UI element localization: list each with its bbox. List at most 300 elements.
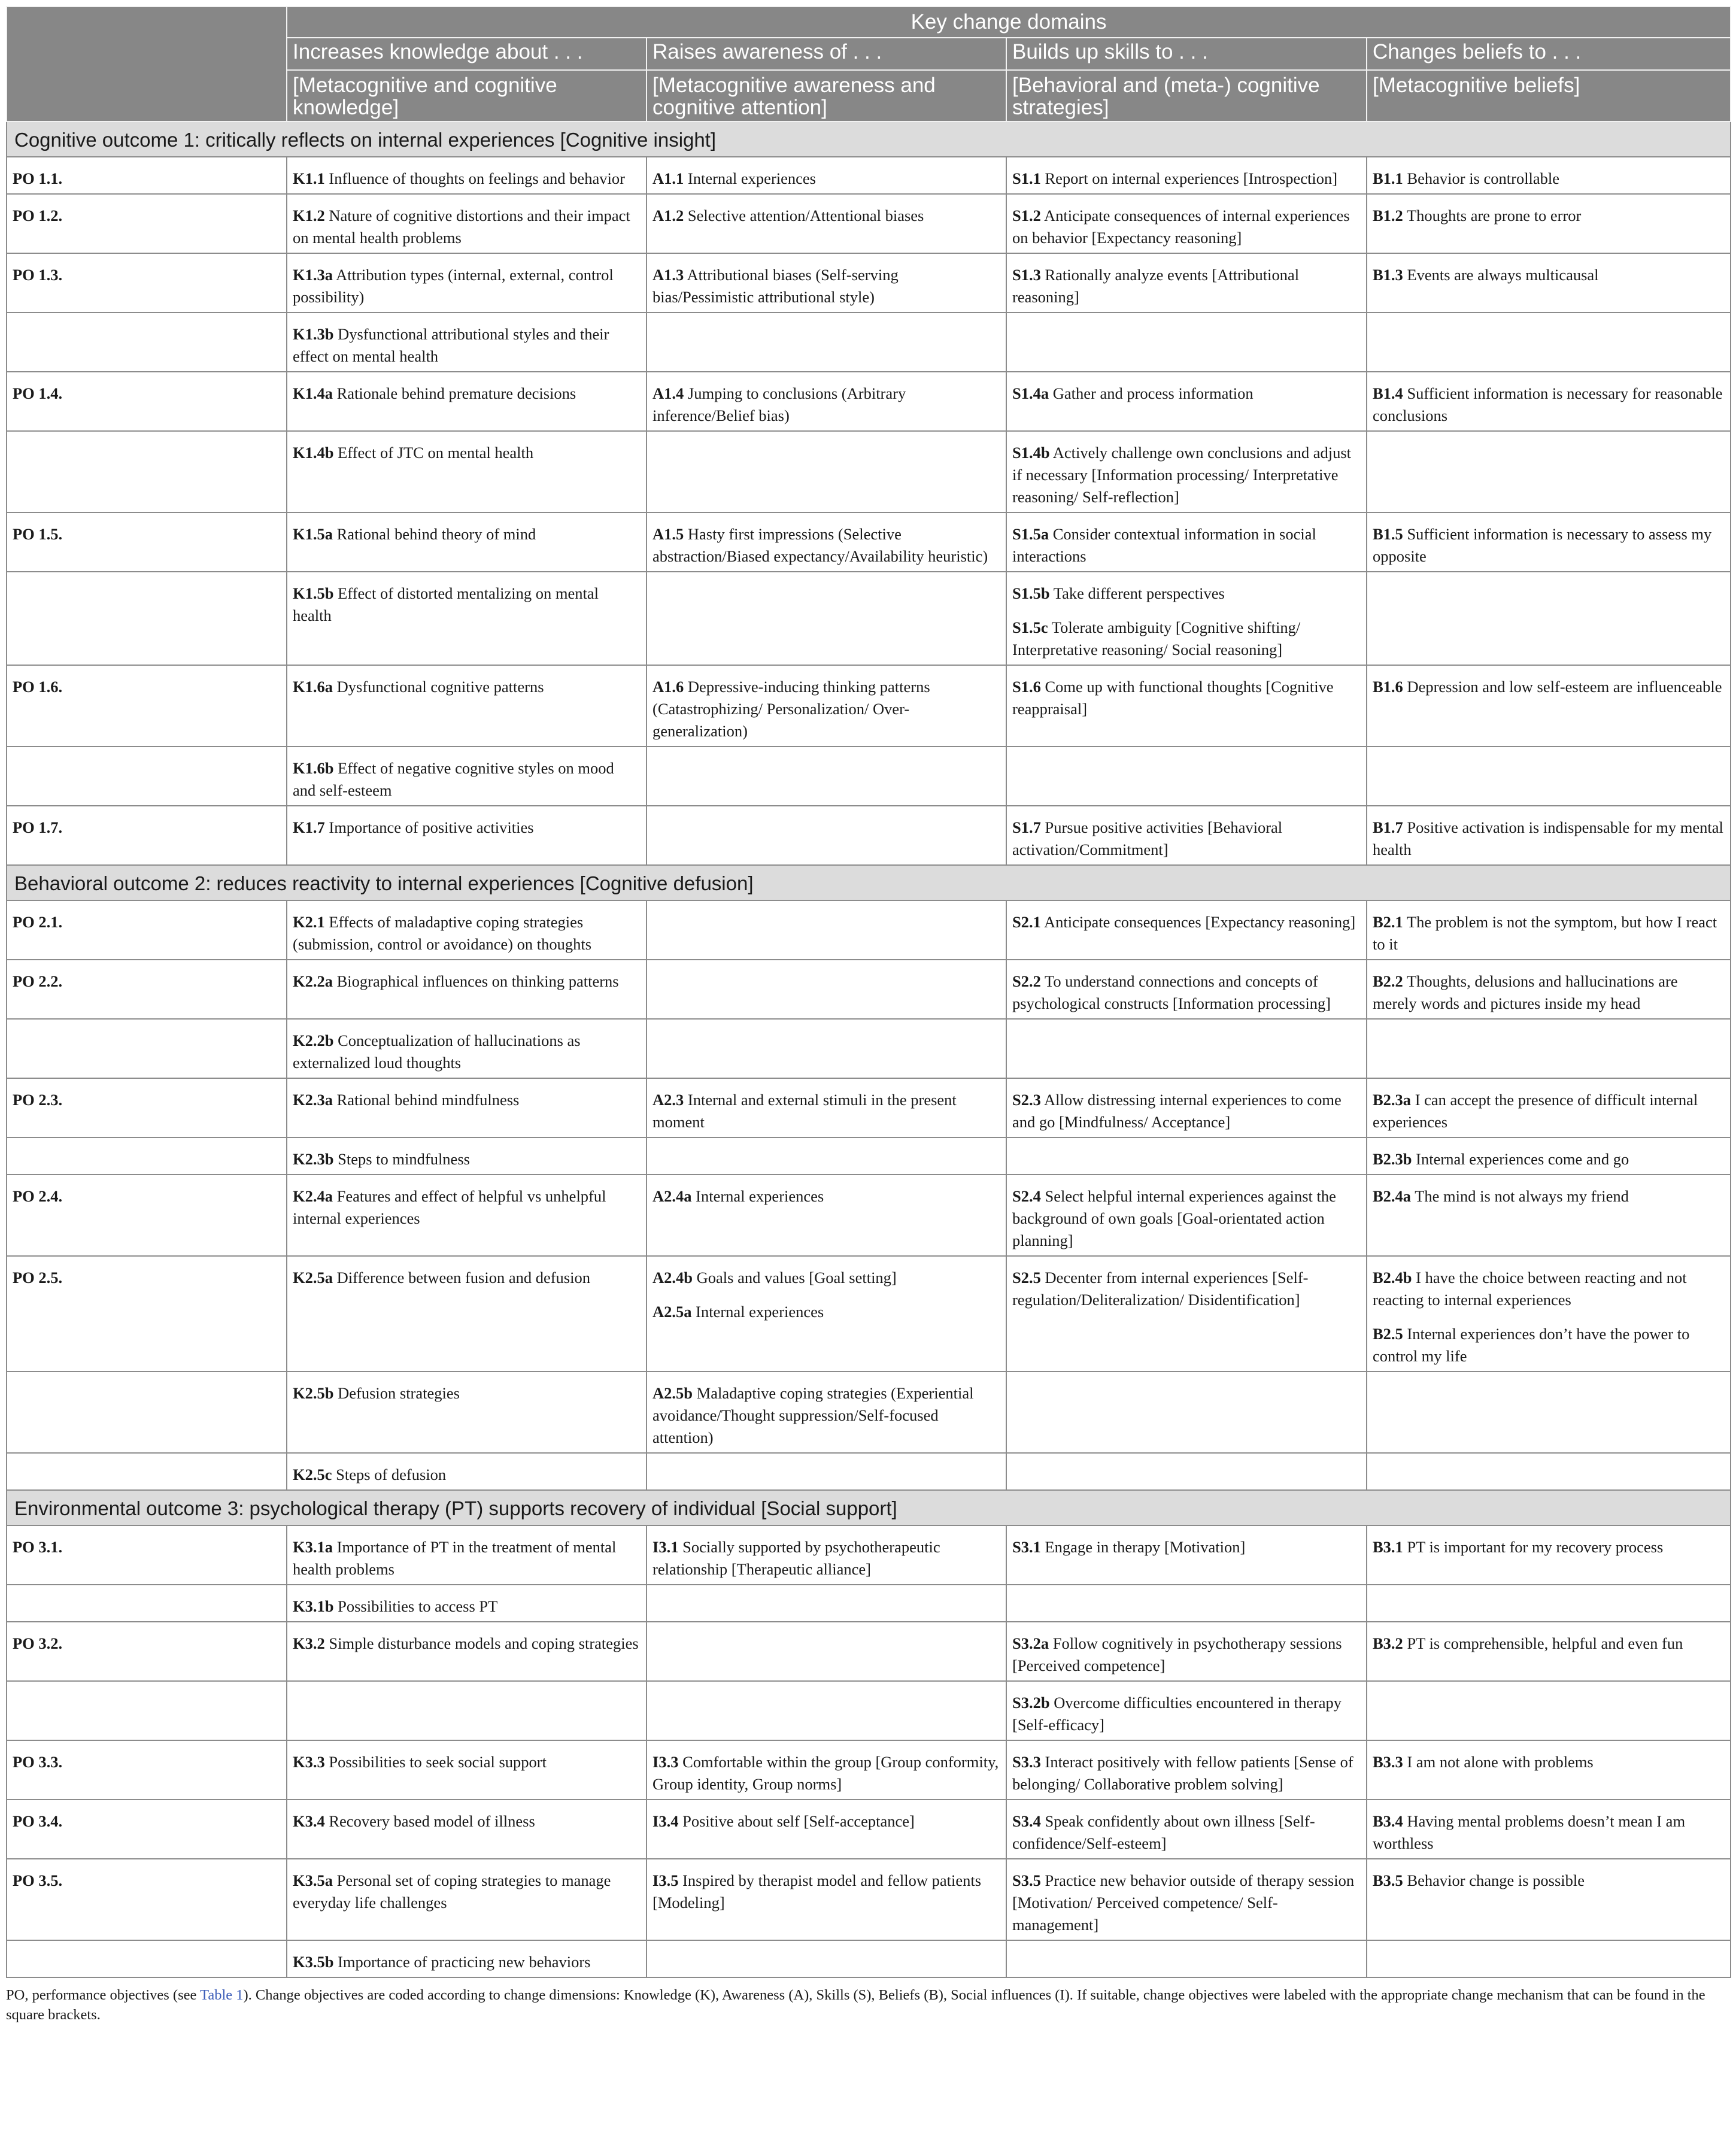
objective-code: S2.3 bbox=[1012, 1091, 1041, 1109]
performance-objective-cell: PO 3.1. bbox=[7, 1525, 287, 1585]
skills-cell bbox=[1006, 372, 1367, 431]
objective-code: A1.6 bbox=[652, 678, 684, 696]
objective-code: K2.2b bbox=[293, 1031, 334, 1049]
beliefs-cell bbox=[1367, 1137, 1731, 1175]
objective-text: Simple disturbance models and coping strategies bbox=[329, 1634, 639, 1652]
objective-code: I3.3 bbox=[652, 1753, 679, 1771]
objective-code: B1.5 bbox=[1373, 525, 1403, 543]
skills-cell bbox=[1006, 1372, 1367, 1453]
change-objective bbox=[652, 678, 930, 740]
beliefs-cell bbox=[1367, 431, 1731, 512]
table-header bbox=[7, 7, 1731, 122]
skills-cell bbox=[1006, 1453, 1367, 1490]
change-objective bbox=[293, 972, 619, 990]
change-objective bbox=[1012, 1871, 1354, 1934]
knowledge-cell bbox=[287, 313, 647, 372]
objective-code: B2.4a bbox=[1373, 1187, 1412, 1205]
awareness-cell bbox=[647, 1525, 1006, 1585]
performance-objective-cell: PO 1.2. bbox=[7, 194, 287, 253]
awareness-cell bbox=[647, 512, 1006, 572]
objective-code: S1.5c bbox=[1012, 618, 1048, 636]
performance-objective-cell: PO 1.4. bbox=[7, 372, 287, 431]
awareness-cell bbox=[647, 747, 1006, 806]
table-row bbox=[7, 900, 1731, 960]
awareness-cell bbox=[647, 372, 1006, 431]
awareness-cell bbox=[647, 1622, 1006, 1681]
objective-text: Speak confidently about own illness [Self-confidence/Self-esteem] bbox=[1012, 1812, 1315, 1852]
table-row bbox=[7, 372, 1731, 431]
beliefs-cell bbox=[1367, 1078, 1731, 1137]
table-row bbox=[7, 1585, 1731, 1622]
objective-text: Dysfunctional cognitive patterns bbox=[336, 678, 544, 696]
objective-text: Sufficient information is necessary for reasonable conclusions bbox=[1373, 384, 1723, 424]
performance-objective-cell: PO 1.5. bbox=[7, 512, 287, 572]
table-row bbox=[7, 1681, 1731, 1740]
skills-cell bbox=[1006, 1256, 1367, 1372]
change-objectives-table bbox=[6, 6, 1731, 1978]
objective-text: Attributional biases (Self-serving bias/Pessimistic attributional style) bbox=[652, 266, 899, 306]
objective-text: Internal experiences bbox=[687, 169, 816, 187]
objective-code: A2.3 bbox=[652, 1091, 684, 1109]
objective-text: Decenter from internal experiences [Self-regulation/Deliteralization/ Disidentification] bbox=[1012, 1269, 1309, 1309]
objective-code: K1.7 bbox=[293, 818, 325, 836]
change-objective bbox=[1012, 266, 1299, 306]
performance-objective-cell: PO 2.4. bbox=[7, 1175, 287, 1256]
objective-code: K2.1 bbox=[293, 913, 325, 931]
objective-code: B2.5 bbox=[1373, 1325, 1403, 1343]
objective-code: K3.3 bbox=[293, 1753, 325, 1771]
change-objective bbox=[1012, 1091, 1342, 1131]
objective-text: I can accept the presence of difficult internal experiences bbox=[1373, 1091, 1698, 1131]
objective-text: Importance of practicing new behaviors bbox=[338, 1953, 591, 1971]
objective-code: A2.4a bbox=[652, 1187, 692, 1205]
change-objective bbox=[1012, 818, 1282, 858]
header-domain-awareness: Raises awareness of . . . bbox=[647, 38, 1006, 70]
objective-code: K2.5c bbox=[293, 1466, 332, 1483]
objective-code: S2.1 bbox=[1012, 913, 1041, 931]
knowledge-cell bbox=[287, 665, 647, 747]
objective-text: Features and effect of helpful vs unhelpful internal experiences bbox=[293, 1187, 606, 1227]
objective-code: B3.1 bbox=[1373, 1538, 1403, 1556]
change-objective bbox=[1012, 169, 1337, 187]
table-page bbox=[6, 6, 1730, 2025]
objective-code: B1.4 bbox=[1373, 384, 1403, 402]
awareness-cell bbox=[647, 1940, 1006, 1977]
table-row bbox=[7, 960, 1731, 1019]
objective-text: Follow cognitively in psychotherapy sessions [Perceived competence] bbox=[1012, 1634, 1342, 1674]
change-objective bbox=[1012, 1634, 1342, 1674]
objective-code: I3.1 bbox=[652, 1538, 679, 1556]
objective-text: Recovery based model of illness bbox=[329, 1812, 535, 1830]
table-row bbox=[7, 253, 1731, 313]
performance-objective-cell: PO 1.1. bbox=[7, 157, 287, 194]
change-objective bbox=[1373, 972, 1678, 1012]
table-row bbox=[7, 194, 1731, 253]
objective-code: S3.1 bbox=[1012, 1538, 1041, 1556]
objective-code: A2.5a bbox=[652, 1303, 692, 1321]
objective-text: Importance of positive activities bbox=[329, 818, 534, 836]
knowledge-cell bbox=[287, 512, 647, 572]
objective-text: Select helpful internal experiences against the background of own goals [Goal-orientated action planning] bbox=[1012, 1187, 1336, 1249]
beliefs-cell bbox=[1367, 1800, 1731, 1859]
skills-cell bbox=[1006, 572, 1367, 665]
change-objective bbox=[293, 169, 625, 187]
objective-code: S3.5 bbox=[1012, 1871, 1041, 1889]
objective-text: Anticipate consequences of internal experiences on behavior [Expectancy reasoning] bbox=[1012, 207, 1350, 247]
objective-code: K1.3b bbox=[293, 325, 334, 343]
objective-text: I am not alone with problems bbox=[1407, 1753, 1594, 1771]
table-row bbox=[7, 1175, 1731, 1256]
beliefs-cell bbox=[1367, 1256, 1731, 1372]
change-objective bbox=[1373, 1812, 1685, 1852]
skills-cell bbox=[1006, 1078, 1367, 1137]
change-objective bbox=[293, 325, 609, 365]
objective-text: PT is comprehensible, helpful and even fun bbox=[1407, 1634, 1683, 1652]
awareness-cell bbox=[647, 194, 1006, 253]
change-objective bbox=[652, 1301, 1000, 1323]
change-objective bbox=[293, 1269, 590, 1287]
change-objective bbox=[1373, 169, 1559, 187]
objective-text: Biographical influences on thinking patterns bbox=[336, 972, 619, 990]
skills-cell bbox=[1006, 747, 1367, 806]
awareness-cell bbox=[647, 253, 1006, 313]
change-objective bbox=[293, 1091, 519, 1109]
performance-objective-cell: PO 3.4. bbox=[7, 1800, 287, 1859]
objective-text: Comfortable within the group [Group conformity, Group identity, Group norms] bbox=[652, 1753, 999, 1793]
skills-cell bbox=[1006, 665, 1367, 747]
table-row bbox=[7, 747, 1731, 806]
objective-text: Gather and process information bbox=[1052, 384, 1254, 402]
change-objective bbox=[1373, 1267, 1725, 1311]
change-objective bbox=[1012, 1538, 1245, 1556]
awareness-cell bbox=[647, 665, 1006, 747]
objective-text: Rational behind mindfulness bbox=[336, 1091, 520, 1109]
change-objective bbox=[1012, 1187, 1336, 1249]
objective-code: S1.4b bbox=[1012, 444, 1050, 462]
change-objective bbox=[1012, 1812, 1315, 1852]
objective-text: Rationally analyze events [Attributional reasoning] bbox=[1012, 266, 1300, 306]
objective-text: Overcome difficulties encountered in therapy [Self-efficacy] bbox=[1012, 1694, 1342, 1734]
objective-code: I3.5 bbox=[652, 1871, 679, 1889]
objective-code: B1.1 bbox=[1373, 169, 1403, 187]
change-objective bbox=[293, 1187, 606, 1227]
header-corner-cell bbox=[7, 7, 287, 122]
table-row bbox=[7, 1256, 1731, 1372]
skills-cell bbox=[1006, 1622, 1367, 1681]
skills-cell bbox=[1006, 1681, 1367, 1740]
knowledge-cell bbox=[287, 1585, 647, 1622]
change-objective bbox=[293, 444, 533, 462]
change-objective bbox=[293, 678, 544, 696]
objective-text: Consider contextual information in social interactions bbox=[1012, 525, 1316, 565]
objective-text: Goals and values [Goal setting] bbox=[696, 1269, 897, 1287]
objective-text: Jumping to conclusions (Arbitrary inference/Belief bias) bbox=[652, 384, 906, 424]
objective-text: Practice new behavior outside of therapy session [Motivation/ Perceived competence/ Self-management] bbox=[1012, 1871, 1355, 1934]
change-objective bbox=[293, 525, 536, 543]
objective-text: Internal experiences don’t have the power to control my life bbox=[1373, 1325, 1690, 1365]
objective-code: S1.5a bbox=[1012, 525, 1049, 543]
objective-text: Pursue positive activities [Behavioral activation/Commitment] bbox=[1012, 818, 1283, 858]
objective-text: Steps to mindfulness bbox=[338, 1150, 470, 1168]
objective-text: Tolerate ambiguity [Cognitive shifting/ Interpretative reasoning/ Social reasoning] bbox=[1012, 618, 1301, 659]
change-objective bbox=[652, 384, 906, 424]
section-title: Behavioral outcome 2: reduces reactivity to internal experiences [Cognitive defusion] bbox=[7, 865, 1731, 900]
knowledge-cell bbox=[287, 253, 647, 313]
table-row bbox=[7, 157, 1731, 194]
objective-code: K1.3a bbox=[293, 266, 333, 284]
awareness-cell bbox=[647, 313, 1006, 372]
beliefs-cell bbox=[1367, 1940, 1731, 1977]
objective-code: A1.3 bbox=[652, 266, 684, 284]
performance-objective-cell bbox=[7, 747, 287, 806]
performance-objective-cell bbox=[7, 1019, 287, 1078]
objective-code: S3.2b bbox=[1012, 1694, 1050, 1712]
objective-code: S1.5b bbox=[1012, 584, 1050, 602]
change-objective bbox=[652, 1267, 1000, 1289]
awareness-cell bbox=[647, 806, 1006, 865]
change-objective bbox=[293, 1150, 470, 1168]
objective-text: Behavior change is possible bbox=[1407, 1871, 1585, 1889]
knowledge-cell bbox=[287, 1019, 647, 1078]
section-header-row bbox=[7, 865, 1731, 900]
awareness-cell bbox=[647, 1078, 1006, 1137]
footnote-table-link[interactable]: Table 1 bbox=[200, 1987, 244, 2003]
objective-code: B3.4 bbox=[1373, 1812, 1403, 1830]
objective-text: Engage in therapy [Motivation] bbox=[1045, 1538, 1246, 1556]
section-header-row bbox=[7, 1490, 1731, 1525]
section-title: Environmental outcome 3: psychological therapy (PT) supports recovery of individual [Social support] bbox=[7, 1490, 1731, 1525]
table-row bbox=[7, 1622, 1731, 1681]
objective-text: To understand connections and concepts of psychological constructs [Information processing] bbox=[1012, 972, 1331, 1012]
skills-cell bbox=[1006, 1859, 1367, 1940]
objective-code: S1.1 bbox=[1012, 169, 1041, 187]
section-header-row bbox=[7, 122, 1731, 157]
table-row bbox=[7, 1940, 1731, 1977]
change-objective bbox=[652, 1871, 981, 1912]
objective-code: S1.4a bbox=[1012, 384, 1049, 402]
objective-text: I have the choice between reacting and not reacting to internal experiences bbox=[1373, 1269, 1687, 1309]
performance-objective-cell bbox=[7, 572, 287, 665]
beliefs-cell bbox=[1367, 1019, 1731, 1078]
table-row bbox=[7, 1019, 1731, 1078]
change-objective bbox=[652, 266, 899, 306]
beliefs-cell bbox=[1367, 1740, 1731, 1800]
change-objective bbox=[1373, 1187, 1629, 1205]
objective-code: A2.5b bbox=[652, 1384, 693, 1402]
change-objective bbox=[293, 584, 599, 624]
objective-code: A2.4b bbox=[652, 1269, 693, 1287]
objective-text: Inspired by therapist model and fellow patients [Modeling] bbox=[652, 1871, 982, 1912]
change-objective bbox=[1012, 583, 1361, 605]
skills-cell bbox=[1006, 1525, 1367, 1585]
change-objective bbox=[1373, 678, 1722, 696]
table-row bbox=[7, 512, 1731, 572]
skills-cell bbox=[1006, 1940, 1367, 1977]
knowledge-cell bbox=[287, 900, 647, 960]
objective-text: Positive about self [Self-acceptance] bbox=[682, 1812, 915, 1830]
beliefs-cell bbox=[1367, 1525, 1731, 1585]
performance-objective-cell: PO 3.2. bbox=[7, 1622, 287, 1681]
skills-cell bbox=[1006, 431, 1367, 512]
knowledge-cell bbox=[287, 1525, 647, 1585]
awareness-cell bbox=[647, 1137, 1006, 1175]
objective-code: S2.5 bbox=[1012, 1269, 1041, 1287]
change-objective bbox=[293, 384, 576, 402]
table-row bbox=[7, 1078, 1731, 1137]
objective-text: Depressive-inducing thinking patterns (Catastrophizing/ Personalization/ Over-generalization) bbox=[652, 678, 930, 740]
knowledge-cell bbox=[287, 747, 647, 806]
objective-code: B2.3b bbox=[1373, 1150, 1412, 1168]
table-row bbox=[7, 1740, 1731, 1800]
objective-text: Nature of cognitive distortions and their impact on mental health problems bbox=[293, 207, 630, 247]
change-objective bbox=[1012, 525, 1316, 565]
objective-code: B1.2 bbox=[1373, 207, 1403, 224]
performance-objective-cell: PO 1.7. bbox=[7, 806, 287, 865]
objective-code: K3.5a bbox=[293, 1871, 333, 1889]
change-objective bbox=[652, 1812, 915, 1830]
objective-code: K1.6a bbox=[293, 678, 333, 696]
beliefs-cell bbox=[1367, 1859, 1731, 1940]
awareness-cell bbox=[647, 572, 1006, 665]
change-objective bbox=[652, 207, 924, 224]
knowledge-cell bbox=[287, 572, 647, 665]
change-objective bbox=[293, 207, 630, 247]
objective-code: K1.6b bbox=[293, 759, 334, 777]
change-objective bbox=[1373, 384, 1723, 424]
skills-cell bbox=[1006, 960, 1367, 1019]
objective-text: Actively challenge own conclusions and adjust if necessary [Information processing/ Interpretative reasoning/ Self-reflection] bbox=[1012, 444, 1352, 506]
objective-code: K2.3a bbox=[293, 1091, 333, 1109]
objective-code: B1.6 bbox=[1373, 678, 1403, 696]
objective-code: B3.3 bbox=[1373, 1753, 1403, 1771]
awareness-cell bbox=[647, 1585, 1006, 1622]
objective-code: K3.4 bbox=[293, 1812, 325, 1830]
skills-cell bbox=[1006, 1137, 1367, 1175]
performance-objective-cell: PO 2.1. bbox=[7, 900, 287, 960]
change-objective bbox=[1373, 1871, 1585, 1889]
beliefs-cell bbox=[1367, 1175, 1731, 1256]
objective-text: Positive activation is indispensable for my mental health bbox=[1373, 818, 1723, 858]
change-objective bbox=[293, 1812, 535, 1830]
knowledge-cell bbox=[287, 1078, 647, 1137]
objective-code: S1.3 bbox=[1012, 266, 1041, 284]
objective-text: Effect of negative cognitive styles on mood and self-esteem bbox=[293, 759, 614, 799]
header-sub-knowledge: [Metacognitive and cognitive knowledge] bbox=[287, 70, 647, 122]
performance-objective-cell bbox=[7, 1681, 287, 1740]
objective-code: A1.2 bbox=[652, 207, 684, 224]
header-sub-awareness: [Metacognitive awareness and cognitive attention] bbox=[647, 70, 1006, 122]
objective-code: K2.2a bbox=[293, 972, 333, 990]
skills-cell bbox=[1006, 313, 1367, 372]
objective-text: Selective attention/Attentional biases bbox=[687, 207, 924, 224]
objective-text: Attribution types (internal, external, control possibility) bbox=[293, 266, 614, 306]
beliefs-cell bbox=[1367, 194, 1731, 253]
objective-code: B1.3 bbox=[1373, 266, 1403, 284]
objective-text: Steps of defusion bbox=[336, 1466, 447, 1483]
objective-text: Events are always multicausal bbox=[1407, 266, 1599, 284]
change-objective bbox=[1012, 207, 1350, 247]
objective-text: Rationale behind premature decisions bbox=[336, 384, 576, 402]
objective-text: Rational behind theory of mind bbox=[336, 525, 536, 543]
awareness-cell bbox=[647, 900, 1006, 960]
skills-cell bbox=[1006, 512, 1367, 572]
performance-objective-cell: PO 2.3. bbox=[7, 1078, 287, 1137]
skills-cell bbox=[1006, 157, 1367, 194]
knowledge-cell bbox=[287, 1940, 647, 1977]
performance-objective-cell bbox=[7, 1137, 287, 1175]
change-objective bbox=[652, 1091, 957, 1131]
change-objective bbox=[293, 759, 614, 799]
awareness-cell bbox=[647, 1800, 1006, 1859]
table-row bbox=[7, 431, 1731, 512]
beliefs-cell bbox=[1367, 665, 1731, 747]
objective-text: Effect of distorted mentalizing on mental health bbox=[293, 584, 599, 624]
objective-code: S2.2 bbox=[1012, 972, 1041, 990]
skills-cell bbox=[1006, 1585, 1367, 1622]
objective-code: S1.2 bbox=[1012, 207, 1041, 224]
objective-code: B2.1 bbox=[1373, 913, 1403, 931]
objective-code: K1.5b bbox=[293, 584, 334, 602]
change-objective bbox=[1373, 525, 1711, 565]
change-objective bbox=[652, 1187, 824, 1205]
objective-code: A1.5 bbox=[652, 525, 684, 543]
change-objective bbox=[1373, 266, 1599, 284]
change-objective bbox=[293, 1871, 611, 1912]
change-objective bbox=[1373, 207, 1581, 224]
performance-objective-cell bbox=[7, 1940, 287, 1977]
objective-text: Report on internal experiences [Introspection] bbox=[1045, 169, 1338, 187]
header-sub-skills: [Behavioral and (meta-) cognitive strategies] bbox=[1006, 70, 1367, 122]
objective-code: I3.4 bbox=[652, 1812, 679, 1830]
beliefs-cell bbox=[1367, 1681, 1731, 1740]
objective-code: K1.2 bbox=[293, 207, 325, 224]
awareness-cell bbox=[647, 1256, 1006, 1372]
change-objective bbox=[1012, 1694, 1342, 1734]
change-objective bbox=[1373, 1634, 1683, 1652]
objective-code: B3.2 bbox=[1373, 1634, 1403, 1652]
objective-text: Maladaptive coping strategies (Experiential avoidance/Thought suppression/Self-focused attention) bbox=[652, 1384, 974, 1446]
knowledge-cell bbox=[287, 194, 647, 253]
knowledge-cell bbox=[287, 1681, 647, 1740]
beliefs-cell bbox=[1367, 313, 1731, 372]
objective-code: K2.3b bbox=[293, 1150, 334, 1168]
awareness-cell bbox=[647, 1175, 1006, 1256]
objective-code: K3.2 bbox=[293, 1634, 325, 1652]
beliefs-cell bbox=[1367, 372, 1731, 431]
objective-text: Personal set of coping strategies to manage everyday life challenges bbox=[293, 1871, 611, 1912]
beliefs-cell bbox=[1367, 253, 1731, 313]
beliefs-cell bbox=[1367, 1622, 1731, 1681]
objective-text: Sufficient information is necessary to assess my opposite bbox=[1373, 525, 1712, 565]
header-sub-beliefs: [Metacognitive beliefs] bbox=[1367, 70, 1731, 122]
knowledge-cell bbox=[287, 431, 647, 512]
change-objective bbox=[1373, 1323, 1725, 1367]
knowledge-cell bbox=[287, 157, 647, 194]
change-objective bbox=[652, 1384, 974, 1446]
objective-text: Possibilities to seek social support bbox=[329, 1753, 547, 1771]
beliefs-cell bbox=[1367, 960, 1731, 1019]
objective-code: K2.5a bbox=[293, 1269, 333, 1287]
awareness-cell bbox=[647, 1740, 1006, 1800]
objective-code: A1.1 bbox=[652, 169, 684, 187]
header-domain-knowledge: Increases knowledge about . . . bbox=[287, 38, 647, 70]
change-objective bbox=[1373, 1753, 1594, 1771]
objective-text: PT is important for my recovery process bbox=[1407, 1538, 1664, 1556]
change-objective bbox=[293, 913, 591, 953]
table-row bbox=[7, 1453, 1731, 1490]
objective-code: K1.1 bbox=[293, 169, 325, 187]
objective-text: Importance of PT in the treatment of mental health problems bbox=[293, 1538, 617, 1578]
